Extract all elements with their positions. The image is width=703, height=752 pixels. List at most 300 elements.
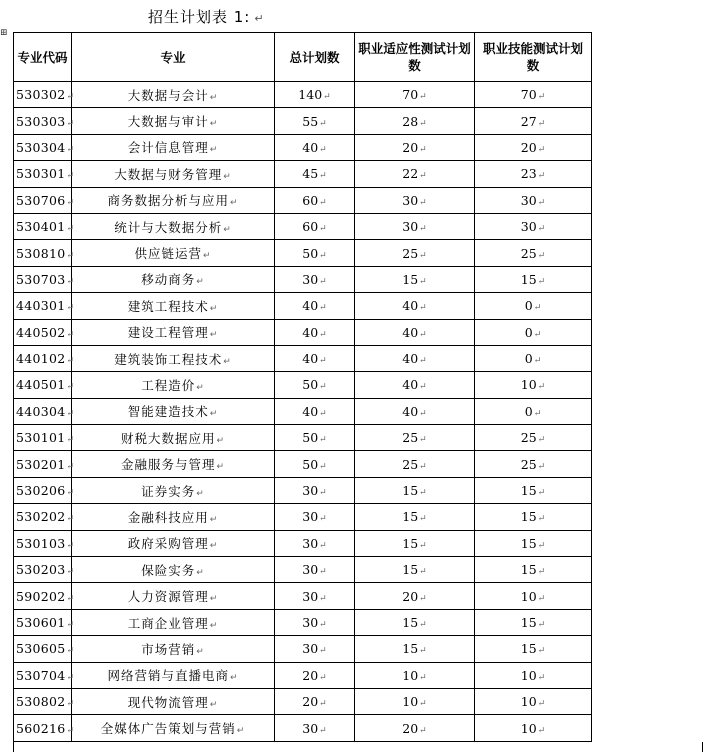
paragraph-mark-icon: ↵ [319, 171, 327, 182]
paragraph-mark-icon: ↵ [66, 118, 75, 129]
aptitude-cell-text: 20 [402, 720, 419, 736]
skill-cell [475, 636, 592, 662]
aptitude-cell-text: 15 [402, 562, 419, 578]
skill-cell-text: 0 [524, 351, 533, 367]
title-text: 招生计划表 1: [148, 8, 251, 26]
code-cell [14, 715, 75, 741]
paragraph-mark-icon: ↵ [319, 356, 327, 367]
skill-cell-text: 10 [520, 377, 537, 393]
aptitude-cell-text: 10 [402, 667, 419, 683]
aptitude-cell [355, 266, 475, 292]
paragraph-mark-icon: ↵ [66, 408, 75, 419]
aptitude-cell-text: 40 [402, 377, 419, 393]
skill-cell [475, 609, 592, 635]
paragraph-mark-icon: ↵ [419, 488, 427, 499]
table-row [14, 213, 592, 239]
next-row-partial [13, 742, 703, 752]
skill-cell-text: 10 [520, 588, 537, 604]
skill-cell [475, 187, 592, 213]
paragraph-mark-icon: ↵ [319, 488, 327, 499]
paragraph-mark-icon: ↵ [202, 251, 212, 262]
code-cell [14, 82, 75, 108]
table-row [14, 504, 592, 530]
total-cell-text: 30 [302, 562, 319, 578]
major-cell-text: 工商企业管理 [127, 615, 209, 631]
paragraph-mark-icon: ↵ [537, 197, 546, 208]
table-row [14, 715, 592, 741]
skill-cell [475, 557, 592, 583]
paragraph-mark-icon: ↵ [537, 540, 546, 551]
paragraph-mark-icon: ↵ [419, 435, 427, 446]
skill-cell-text: 15 [520, 535, 537, 551]
paragraph-mark-icon: ↵ [229, 673, 239, 684]
total-cell-text: 30 [302, 271, 319, 287]
header-code: 专业代码 [14, 33, 72, 82]
paragraph-mark-icon: ↵ [216, 435, 226, 446]
total-cell [275, 557, 355, 583]
skill-cell [475, 319, 592, 345]
skill-cell [475, 372, 592, 398]
paragraph-mark-icon: ↵ [319, 514, 327, 525]
major-cell-text: 保险实务 [141, 562, 196, 578]
aptitude-cell-text: 20 [402, 139, 419, 155]
paragraph-mark-icon: ↵ [223, 171, 232, 182]
table-row [14, 609, 592, 635]
aptitude-cell [355, 161, 475, 187]
major-cell-text: 建筑工程技术 [127, 298, 209, 314]
total-cell [275, 662, 355, 688]
paragraph-mark-icon: ↵ [209, 145, 219, 156]
paragraph-mark-icon: ↵ [323, 92, 331, 103]
code-cell [14, 134, 75, 160]
skill-cell [475, 345, 592, 371]
paragraph-mark-icon: ↵ [537, 593, 546, 604]
major-cell [72, 187, 275, 213]
paragraph-mark-icon: ↵ [419, 699, 427, 710]
paragraph-mark-icon: ↵ [196, 646, 205, 657]
total-cell-text: 50 [302, 430, 319, 446]
paragraph-mark-icon: ↵ [216, 462, 226, 473]
code-cell [14, 213, 75, 239]
paragraph-mark-icon: ↵ [419, 197, 427, 208]
skill-cell [475, 213, 592, 239]
aptitude-cell-text: 30 [402, 192, 419, 208]
code-cell [14, 293, 75, 319]
page-title [148, 6, 265, 27]
total-cell [275, 134, 355, 160]
total-cell-text: 50 [302, 456, 319, 472]
code-cell [14, 583, 75, 609]
skill-cell [475, 293, 592, 319]
paragraph-mark-icon: ↵ [209, 514, 219, 525]
aptitude-cell-text: 40 [402, 403, 419, 419]
paragraph-mark-icon: ↵ [319, 118, 327, 129]
paragraph-mark-icon: ↵ [537, 224, 546, 235]
aptitude-cell [355, 715, 475, 741]
code-cell [14, 372, 75, 398]
paragraph-mark-icon: ↵ [537, 382, 546, 393]
total-cell [275, 477, 355, 503]
major-cell [72, 319, 275, 345]
paragraph-mark-icon: ↵ [419, 382, 427, 393]
total-cell-text: 30 [302, 509, 319, 525]
paragraph-mark-icon: ↵ [537, 171, 546, 182]
major-cell-text: 商务数据分析与应用 [107, 193, 229, 209]
table-row [14, 636, 592, 662]
code-cell [14, 345, 75, 371]
major-cell [72, 530, 275, 556]
code-cell-text: 530201 [16, 456, 66, 472]
paragraph-mark-icon: ↵ [419, 672, 427, 683]
total-cell [275, 266, 355, 292]
paragraph-mark-icon: ↵ [319, 197, 327, 208]
paragraph-mark-icon: ↵ [209, 303, 219, 314]
paragraph-mark-icon: ↵ [66, 144, 75, 155]
aptitude-cell [355, 530, 475, 556]
code-cell-text: 560216 [16, 720, 66, 736]
skill-cell-text: 20 [520, 139, 537, 155]
paragraph-mark-icon: ↵ [319, 329, 327, 340]
total-cell [275, 187, 355, 213]
major-cell-text: 建设工程管理 [127, 325, 209, 341]
major-cell [72, 662, 275, 688]
paragraph-mark-icon: ↵ [419, 303, 427, 314]
code-cell-text: 590202 [16, 588, 66, 604]
aptitude-cell [355, 609, 475, 635]
major-cell-text: 证券实务 [141, 483, 196, 499]
major-cell [72, 451, 275, 477]
table-row [14, 688, 592, 714]
header-total: 总计划数 [275, 33, 355, 82]
aptitude-cell [355, 477, 475, 503]
major-cell [72, 213, 275, 239]
enrollment-plan-table [13, 32, 592, 742]
code-cell-text: 440304 [16, 403, 66, 419]
code-cell-text: 530605 [16, 641, 66, 657]
paragraph-mark-icon: ↵ [319, 382, 327, 393]
aptitude-cell [355, 187, 475, 213]
paragraph-mark-icon: ↵ [537, 672, 546, 683]
paragraph-mark-icon: ↵ [533, 408, 542, 419]
paragraph-mark-icon: ↵ [66, 382, 75, 393]
aptitude-cell [355, 372, 475, 398]
major-cell-text: 大数据与财务管理 [114, 166, 223, 182]
paragraph-mark-icon: ↵ [196, 567, 205, 578]
total-cell-text: 55 [302, 113, 319, 129]
paragraph-mark-icon: ↵ [419, 540, 427, 551]
major-cell-text: 财税大数据应用 [120, 430, 216, 446]
paragraph-mark-icon: ↵ [66, 725, 75, 736]
total-cell-text: 30 [302, 535, 319, 551]
paragraph-mark-icon: ↵ [209, 330, 219, 341]
major-cell-text: 智能建造技术 [127, 404, 209, 420]
paragraph-mark-icon: ↵ [209, 541, 219, 552]
skill-cell-text: 30 [520, 219, 537, 235]
skill-cell-text: 15 [520, 641, 537, 657]
skill-cell [475, 504, 592, 530]
paragraph-mark-icon: ↵ [537, 276, 546, 287]
major-cell [72, 134, 275, 160]
aptitude-cell [355, 451, 475, 477]
code-cell-text: 530101 [16, 430, 66, 446]
paragraph-mark-icon: ↵ [209, 409, 219, 420]
code-cell [14, 557, 75, 583]
code-cell [14, 425, 75, 451]
total-cell [275, 293, 355, 319]
table-row [14, 187, 592, 213]
aptitude-cell-text: 40 [402, 324, 419, 340]
paragraph-mark-icon: ↵ [66, 329, 75, 340]
skill-cell-text: 70 [520, 87, 537, 103]
paragraph-mark-icon: ↵ [66, 672, 75, 683]
table-row [14, 477, 592, 503]
paragraph-mark-icon: ↵ [419, 171, 427, 182]
code-cell [14, 319, 75, 345]
code-cell-text: 530703 [16, 271, 66, 287]
paragraph-mark-icon: ↵ [537, 514, 546, 525]
paragraph-mark-icon: ↵ [537, 118, 546, 129]
aptitude-cell [355, 345, 475, 371]
code-cell [14, 662, 75, 688]
table-row [14, 134, 592, 160]
paragraph-mark-icon: ↵ [319, 725, 327, 736]
paragraph-mark-icon: ↵ [223, 356, 232, 367]
table-row [14, 662, 592, 688]
skill-cell [475, 530, 592, 556]
paragraph-mark-icon: ↵ [209, 594, 219, 605]
skill-cell-text: 0 [524, 298, 533, 314]
code-cell [14, 451, 75, 477]
skill-cell [475, 688, 592, 714]
total-cell [275, 319, 355, 345]
total-cell-text: 40 [302, 298, 319, 314]
aptitude-cell-text: 25 [402, 245, 419, 261]
major-cell-text: 人力资源管理 [127, 589, 209, 605]
code-cell [14, 609, 75, 635]
aptitude-cell-text: 15 [402, 641, 419, 657]
total-cell-text: 30 [302, 720, 319, 736]
code-cell-text: 530706 [16, 192, 66, 208]
paragraph-mark-icon: ↵ [537, 250, 546, 261]
paragraph-mark-icon: ↵ [419, 144, 427, 155]
table-row [14, 557, 592, 583]
table-row [14, 266, 592, 292]
paragraph-mark-icon: ↵ [223, 224, 232, 235]
paragraph-mark-icon: ↵ [319, 303, 327, 314]
paragraph-mark-icon: ↵ [419, 567, 427, 578]
paragraph-mark-icon: ↵ [66, 197, 75, 208]
total-cell-text: 30 [302, 641, 319, 657]
paragraph-mark-icon: ↵ [236, 726, 246, 737]
table-row [14, 240, 592, 266]
major-cell [72, 583, 275, 609]
paragraph-mark-icon: ↵ [537, 725, 546, 736]
skill-cell [475, 266, 592, 292]
table-row [14, 345, 592, 371]
major-cell-text: 统计与大数据分析 [114, 219, 223, 235]
paragraph-mark-icon: ↵ [419, 593, 427, 604]
paragraph-mark-icon: ↵ [419, 250, 427, 261]
skill-cell [475, 583, 592, 609]
aptitude-cell [355, 636, 475, 662]
aptitude-cell [355, 662, 475, 688]
total-cell-text: 60 [302, 192, 319, 208]
major-cell [72, 108, 275, 134]
aptitude-cell [355, 134, 475, 160]
aptitude-cell [355, 213, 475, 239]
total-cell [275, 583, 355, 609]
table-row [14, 425, 592, 451]
total-cell [275, 82, 355, 108]
code-cell [14, 688, 75, 714]
header-aptitude: 职业适应性测试计划数 [355, 33, 475, 82]
paragraph-mark-icon: ↵ [66, 646, 75, 657]
paragraph-mark-icon: ↵ [319, 567, 327, 578]
aptitude-cell [355, 240, 475, 266]
paragraph-mark-icon: ↵ [66, 540, 75, 551]
paragraph-mark-icon: ↵ [533, 329, 542, 340]
major-cell [72, 557, 275, 583]
skill-cell-text: 15 [520, 562, 537, 578]
paragraph-mark-icon: ↵ [319, 408, 327, 419]
paragraph-mark-icon: ↵ [537, 646, 546, 657]
table-row [14, 451, 592, 477]
major-cell [72, 372, 275, 398]
major-cell [72, 82, 275, 108]
table-row [14, 161, 592, 187]
aptitude-cell-text: 15 [402, 615, 419, 630]
code-cell [14, 266, 75, 292]
major-cell-text: 建筑装饰工程技术 [114, 351, 223, 367]
paragraph-mark-icon: ↵ [419, 408, 427, 419]
aptitude-cell-text: 25 [402, 430, 419, 446]
total-cell-text: 140 [298, 87, 323, 103]
aptitude-cell-text: 25 [402, 456, 419, 472]
paragraph-mark-icon: ↵ [419, 725, 427, 736]
code-cell-text: 440102 [16, 351, 66, 367]
paragraph-mark-icon: ↵ [196, 382, 205, 393]
paragraph-mark-icon: ↵ [319, 672, 327, 683]
major-cell [72, 266, 275, 292]
major-cell-text: 网络营销与直播电商 [107, 668, 229, 684]
total-cell-text: 30 [302, 483, 319, 499]
code-cell-text: 440502 [16, 324, 66, 340]
major-cell [72, 293, 275, 319]
major-cell [72, 688, 275, 714]
code-cell-text: 530802 [16, 694, 66, 710]
table-row [14, 398, 592, 424]
aptitude-cell [355, 583, 475, 609]
skill-cell-text: 10 [520, 694, 537, 710]
paragraph-mark-icon: ↵ [537, 461, 546, 472]
total-cell-text: 20 [302, 667, 319, 683]
skill-cell-text: 25 [520, 430, 537, 446]
code-cell-text: 530206 [16, 483, 66, 499]
aptitude-cell-text: 15 [402, 483, 419, 499]
paragraph-mark-icon: ↵ [196, 277, 205, 288]
code-cell-text: 530302 [16, 87, 66, 103]
paragraph-mark-icon: ↵ [66, 303, 75, 314]
major-cell-text: 现代物流管理 [127, 694, 209, 710]
major-cell [72, 161, 275, 187]
code-cell [14, 504, 75, 530]
total-cell [275, 530, 355, 556]
aptitude-cell-text: 15 [402, 509, 419, 525]
aptitude-cell-text: 20 [402, 588, 419, 604]
paragraph-mark-icon: ↵ [419, 276, 427, 287]
skill-cell [475, 398, 592, 424]
code-cell-text: 530301 [16, 166, 66, 182]
paragraph-mark-icon: ↵ [319, 276, 327, 287]
paragraph-mark-icon: ↵ [66, 224, 75, 235]
major-cell [72, 636, 275, 662]
paragraph-mark-icon: ↵ [319, 224, 327, 235]
paragraph-mark-icon: ↵ [66, 488, 75, 499]
total-cell [275, 425, 355, 451]
paragraph-mark-icon: ↵ [209, 119, 219, 130]
paragraph-mark-icon: ↵ [66, 92, 75, 103]
paragraph-mark-icon: ↵ [319, 699, 327, 710]
skill-cell [475, 161, 592, 187]
major-cell-text: 大数据与会计 [127, 87, 209, 103]
total-cell-text: 50 [302, 377, 319, 393]
aptitude-cell-text: 22 [402, 166, 419, 182]
aptitude-cell [355, 82, 475, 108]
major-cell [72, 240, 275, 266]
aptitude-cell [355, 319, 475, 345]
skill-cell-text: 27 [520, 113, 537, 129]
major-cell-text: 金融服务与管理 [120, 457, 216, 473]
paragraph-mark-icon: ↵ [537, 620, 546, 630]
skill-cell-text: 15 [520, 483, 537, 499]
code-cell-text: 530304 [16, 139, 66, 155]
code-cell-text: 530601 [16, 615, 66, 630]
paragraph-mark-icon: ↵ [66, 620, 75, 630]
paragraph-mark-icon: ↵ [209, 92, 219, 103]
code-cell [14, 161, 75, 187]
paragraph-mark-icon: ↵ [319, 646, 327, 657]
paragraph-mark-icon: ↵ [319, 461, 327, 472]
major-cell [72, 345, 275, 371]
code-cell-text: 530303 [16, 113, 66, 129]
code-cell-text: 440501 [16, 377, 66, 393]
paragraph-mark-icon: ↵ [66, 435, 75, 446]
total-cell [275, 398, 355, 424]
skill-cell-text: 15 [520, 615, 537, 630]
paragraph-mark-icon: ↵ [66, 276, 75, 287]
code-cell-text: 530810 [16, 245, 66, 261]
total-cell [275, 688, 355, 714]
total-cell-text: 20 [302, 694, 319, 710]
skill-cell-text: 0 [524, 324, 533, 340]
header-skill: 职业技能测试计划数 [475, 33, 592, 82]
skill-cell-text: 25 [520, 456, 537, 472]
skill-cell-text: 15 [520, 271, 537, 287]
total-cell [275, 345, 355, 371]
major-cell [72, 425, 275, 451]
code-cell-text: 530704 [16, 667, 66, 683]
table-row [14, 583, 592, 609]
table-row [14, 293, 592, 319]
skill-cell [475, 134, 592, 160]
table-row [14, 82, 592, 108]
paragraph-mark-icon: ↵ [66, 356, 75, 367]
paragraph-mark-icon: ↵ [66, 699, 75, 710]
paragraph-mark-icon: ↵ [319, 540, 327, 551]
total-cell [275, 240, 355, 266]
table-anchor-icon: ⊞ [0, 28, 8, 38]
aptitude-cell-text: 15 [402, 535, 419, 551]
